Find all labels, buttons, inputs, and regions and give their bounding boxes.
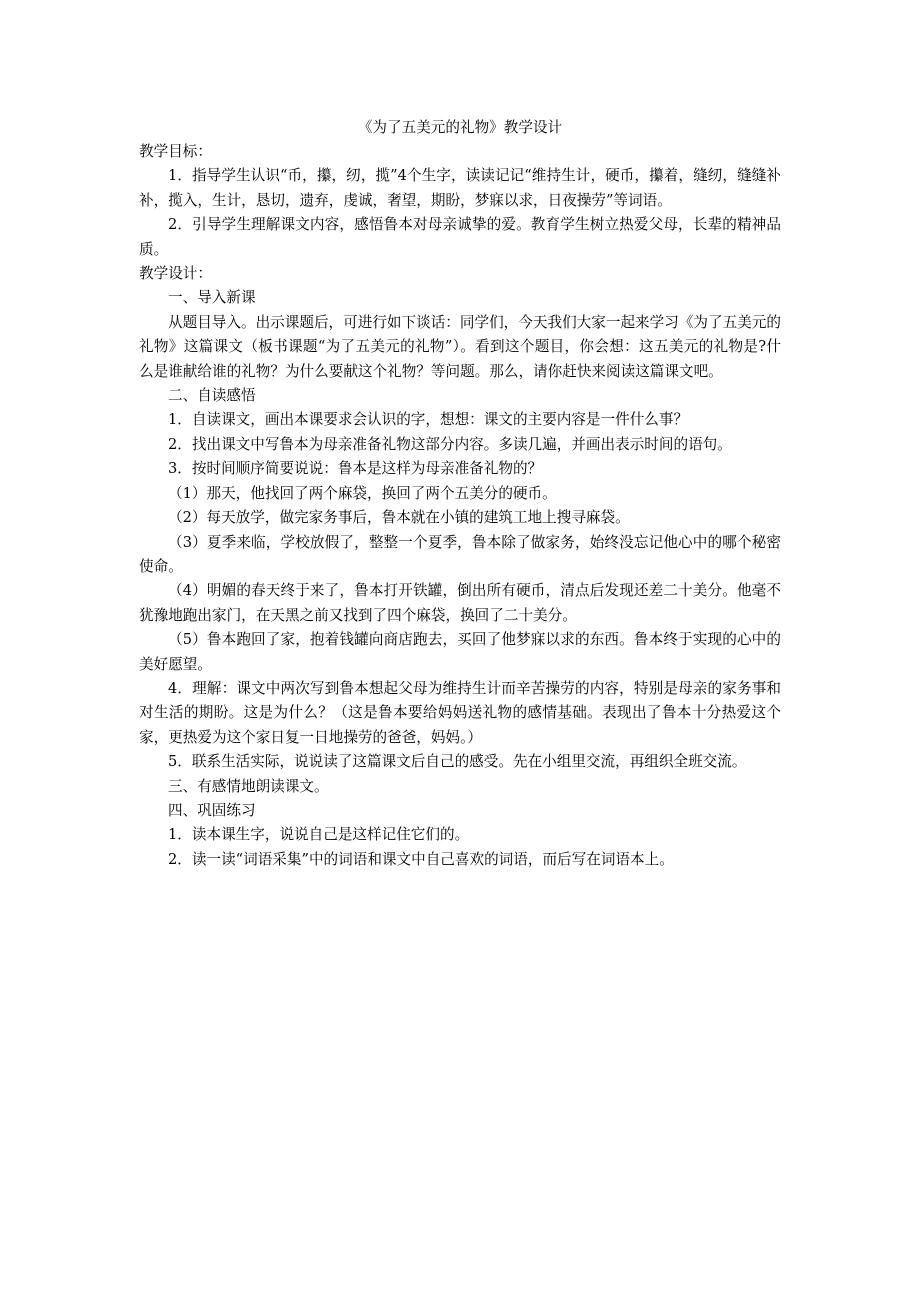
paragraph: 1．自读课文，画出本课要求会认识的字，想想：课文的主要内容是一件什么事？: [168, 411, 689, 429]
paragraph: 三、有感情地朗读课文。: [168, 777, 329, 795]
paragraph: 从题目导入。出示课题后，可进行如下谈话：同学们，今天我们大家一起来学习《为了五美元的礼物》这篇课文（板书课题“为了五美元的礼物”）。看到这个题目，你会想：这五美元的礼物是?什么是谁献给谁的礼物？为什么要献这个礼物？等问题。那么，请你赶快来阅读这篇课文吧。: [139, 313, 781, 380]
paragraph: 教学设计：: [139, 265, 212, 283]
paragraph: （4）明媚的春天终于来了，鲁本打开铁罐，倒出所有硬币，清点后发现还差二十美分。他毫不犹豫地跑出家门，在天黑之前又找到了四个麻袋，换回了二十美分。: [139, 582, 781, 624]
paragraph: 4．理解：课文中两次写到鲁本想起父母为维持生计而辛苦操劳的内容，特别是母亲的家务事和对生活的期盼。这是为什么？（这是鲁本要给妈妈送礼物的感情基础。表现出了鲁本十分热爱这个家，更热爱为这个家日复一日地操劳的爸爸，妈妈。）: [139, 679, 781, 746]
paragraph: 1．读本课生字，说说自己是这样记住它们的。: [168, 826, 470, 844]
paragraph: 教学目标：: [139, 143, 212, 160]
paragraph: 2．找出课文中写鲁本为母亲准备礼物这部分内容。多读几遍，并画出表示时间的语句。: [168, 435, 732, 453]
paragraph: （5）鲁本跑回了家，抱着钱罐向商店跑去，买回了他梦寐以求的东西。鲁本终于实现的心中的美好愿望。: [139, 631, 781, 673]
paragraph: （3）夏季来临，学校放假了，整整一个夏季，鲁本除了做家务，始终没忘记他心中的哪个秘密使命。: [139, 533, 781, 575]
paragraph: 二、自读感悟: [168, 387, 256, 405]
paragraph: 一、导入新课: [168, 289, 256, 307]
paragraph: （2）每天放学，做完家务事后，鲁本就在小镇的建筑工地上搜寻麻袋。: [168, 509, 630, 527]
paragraph: 1．指导学生认识“币，攥，纫，揽”4个生字，读读记记“维持生计，硬币，攥着，缝纫，缝缝补补，揽入，生计，恳切，遗弃，虔诚，奢望，期盼，梦寐以求，日夜操劳”等词语。: [139, 167, 781, 209]
paragraph: 3．按时间顺序简要说说：鲁本是这样为母亲准备礼物的？: [168, 460, 543, 478]
paragraph-list: [139, 140, 781, 872]
paragraph: 2．读一读“词语采集”中的词语和课文中自己喜欢的词语，而后写在词语本上。: [168, 850, 674, 868]
paragraph: 5．联系生活实际，说说读了这篇课文后自己的感受。先在小组里交流，再组织全班交流。: [168, 753, 747, 771]
paragraph: （1）那天，他找回了两个麻袋，换回了两个五美分的硬币。: [168, 484, 557, 502]
document-title: 《为了五美元的礼物》教学设计: [357, 119, 563, 136]
paragraph: 四、巩固练习: [168, 801, 256, 819]
document-body: [139, 116, 781, 872]
paragraph: 2．引导学生理解课文内容，感悟鲁本对母亲诚挚的爱。教育学生树立热爱父母，长辈的精神品质。: [139, 216, 781, 258]
